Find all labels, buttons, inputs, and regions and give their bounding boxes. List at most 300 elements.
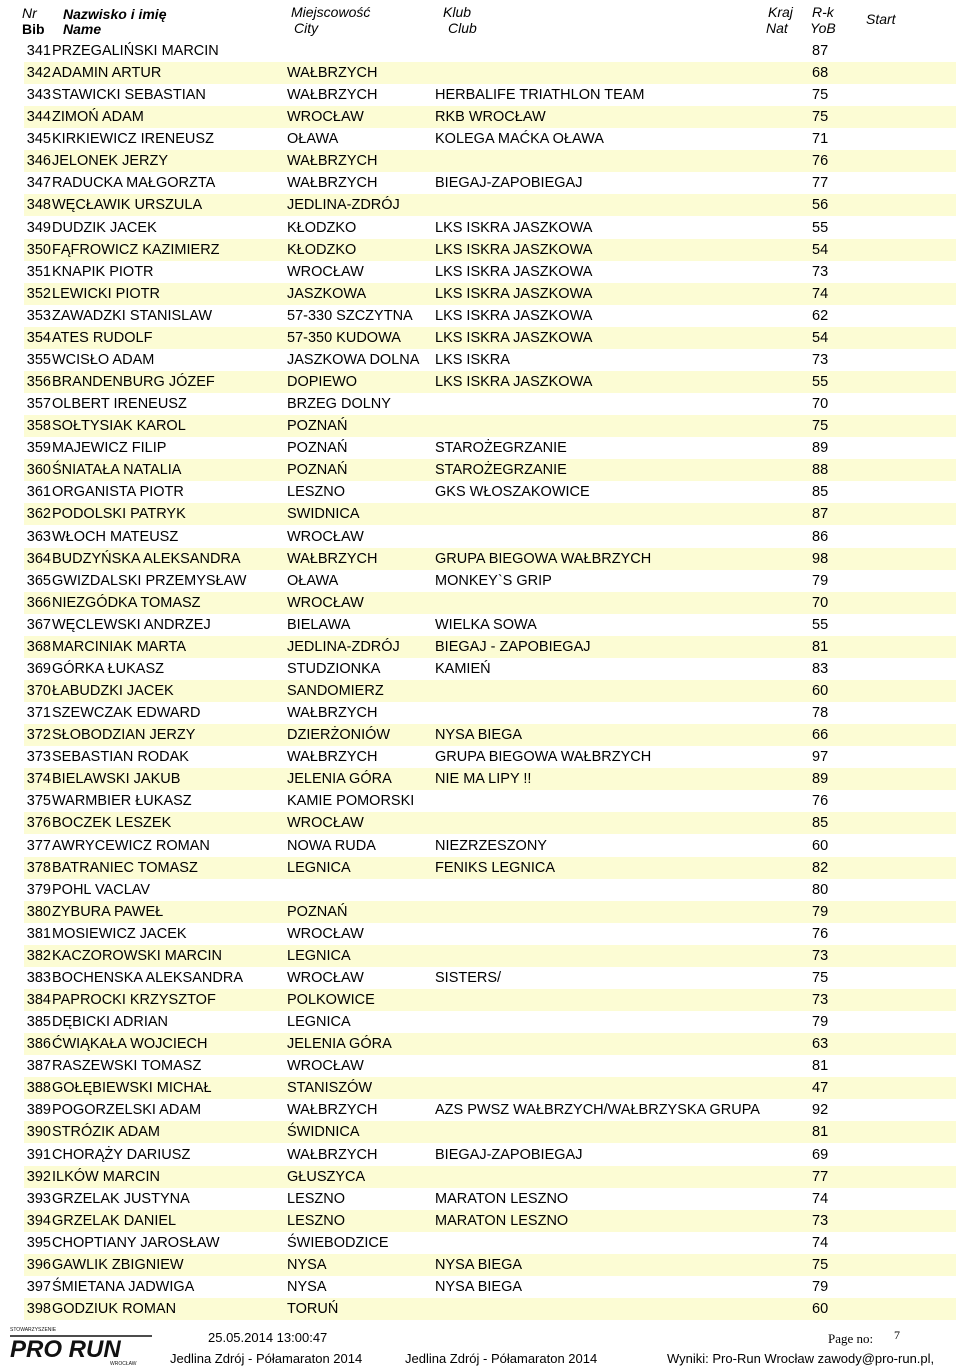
runner-name: MARCINIAK MARTA: [52, 638, 187, 655]
table-row: [24, 812, 956, 834]
runner-name: FĄFROWICZ KAZIMIERZ: [52, 241, 220, 258]
runner-club: MARATON LESZNO: [435, 1212, 569, 1229]
bib-number: 356: [26, 374, 51, 391]
bib-number: 342: [26, 65, 51, 82]
runner-city: JEDLINA-ZDRÓJ: [287, 197, 400, 214]
birth-year: 56: [812, 197, 829, 214]
runner-name: GODZIUK ROMAN: [52, 1300, 177, 1317]
runner-city: TORUŃ: [287, 1300, 339, 1317]
bib-number: 363: [26, 528, 51, 545]
print-timestamp: 25.05.2014 13:00:47: [208, 1330, 328, 1345]
runner-city: LEGNICA: [287, 859, 351, 876]
birth-year: 92: [812, 1102, 829, 1119]
bib-number: 368: [26, 638, 51, 655]
bib-number: 381: [26, 925, 51, 942]
birth-year: 74: [812, 285, 829, 302]
page-label: Page no:: [828, 1331, 874, 1346]
table-row: [24, 503, 956, 525]
birth-year: 75: [812, 109, 829, 126]
bib-number: 354: [26, 329, 51, 346]
header-club-en: Club: [448, 20, 477, 36]
table-row: [24, 1210, 956, 1232]
birth-year: 47: [812, 1080, 829, 1097]
bib-number: 372: [26, 727, 51, 744]
runner-city: LEGNICA: [287, 947, 351, 964]
header-club-pl: Klub: [443, 4, 472, 20]
runner-city: POZNAŃ: [287, 440, 348, 457]
bib-number: 374: [26, 771, 51, 788]
runner-name: RASZEWSKI TOMASZ: [52, 1058, 202, 1075]
birth-year: 74: [812, 1190, 829, 1207]
runner-club: FENIKS LEGNICA: [435, 859, 556, 876]
birth-year: 73: [812, 947, 829, 964]
runner-club: LKS ISKRA JASZKOWA: [435, 219, 593, 236]
header-name-en: Name: [63, 21, 102, 37]
runner-city: JELENIA GÓRA: [287, 1036, 392, 1053]
runner-club: GRUPA BIEGOWA WAŁBRZYCH: [435, 749, 652, 766]
runner-name: AWRYCEWICZ ROMAN: [52, 837, 210, 854]
runner-city: KŁODZKO: [287, 241, 357, 258]
birth-year: 87: [812, 43, 829, 59]
header-nat-pl: Kraj: [768, 4, 793, 20]
birth-year: 79: [812, 1014, 829, 1031]
birth-year: 70: [812, 594, 829, 611]
table-row: [24, 349, 956, 371]
birth-year: 79: [812, 572, 829, 589]
runner-city: STUDZIONKA: [287, 660, 381, 677]
bib-number: 390: [26, 1124, 51, 1141]
bib-number: 380: [26, 903, 51, 920]
bib-number: 386: [26, 1036, 51, 1053]
table-row: [24, 371, 956, 393]
runner-city: JELENIA GÓRA: [287, 771, 392, 788]
bib-number: 379: [26, 881, 51, 898]
bib-number: 389: [26, 1102, 51, 1119]
bib-number: 364: [26, 550, 51, 567]
birth-year: 82: [812, 859, 829, 876]
bib-number: 398: [26, 1300, 51, 1317]
runner-name: GWIZDALSKI PRZEMYSŁAW: [52, 572, 247, 589]
header-name-pl: Nazwisko i imię: [63, 6, 167, 22]
birth-year: 85: [812, 815, 829, 832]
bib-number: 352: [26, 285, 51, 302]
birth-year: 71: [812, 131, 829, 148]
header-city-en: City: [294, 20, 319, 36]
bib-number: 358: [26, 418, 51, 435]
runner-city: LESZNO: [287, 1190, 346, 1207]
birth-year: 75: [812, 969, 829, 986]
birth-year: 83: [812, 660, 829, 677]
runner-city: WAŁBRZYCH: [287, 1102, 378, 1119]
bib-number: 353: [26, 307, 51, 324]
runner-city: WAŁBRZYCH: [287, 705, 378, 722]
table-row: [24, 548, 956, 570]
table-row: [24, 84, 956, 106]
runner-city: WAŁBRZYCH: [287, 87, 378, 104]
bib-number: 365: [26, 572, 51, 589]
table-row: [24, 1121, 956, 1143]
bib-number: 360: [26, 462, 51, 479]
runner-club: BIEGAJ-ZAPOBIEGAJ: [435, 175, 583, 192]
birth-year: 98: [812, 550, 829, 567]
runner-club: HERBALIFE TRIATHLON TEAM: [435, 87, 645, 104]
runner-city: JASZKOWA DOLNA: [287, 351, 420, 368]
runner-name: KIRKIEWICZ IRENEUSZ: [52, 131, 214, 148]
runner-name: BIELAWSKI JAKUB: [52, 771, 181, 788]
bib-number: 383: [26, 969, 51, 986]
birth-year: 74: [812, 1234, 829, 1251]
runner-city: WAŁBRZYCH: [287, 65, 378, 82]
birth-year: 60: [812, 1300, 829, 1317]
bib-number: 341: [26, 43, 51, 59]
runner-name: GOŁĘBIEWSKI MICHAŁ: [52, 1080, 212, 1097]
bib-number: 394: [26, 1212, 51, 1229]
runner-club: LKS ISKRA JASZKOWA: [435, 374, 593, 391]
runner-city: POZNAŃ: [287, 418, 348, 435]
runner-name: KNAPIK PIOTR: [52, 263, 154, 280]
runner-name: BOCHENSKA ALEKSANDRA: [52, 969, 243, 986]
bib-number: 359: [26, 440, 51, 457]
page-footer: [0, 1318, 960, 1369]
bib-number: 361: [26, 484, 51, 501]
birth-year: 60: [812, 837, 829, 854]
runner-club: LKS ISKRA JASZKOWA: [435, 263, 593, 280]
birth-year: 55: [812, 616, 829, 633]
logo-sub-text: WROCŁAW: [110, 1361, 137, 1366]
table-row: [24, 305, 956, 327]
runner-name: WCISŁO ADAM: [52, 351, 155, 368]
runner-city: WAŁBRZYCH: [287, 1146, 378, 1163]
runner-city: WROCŁAW: [287, 815, 364, 832]
runner-name: ILKÓW MARCIN: [52, 1168, 160, 1185]
runner-name: GRZELAK DANIEL: [52, 1212, 177, 1229]
runner-city: JEDLINA-ZDRÓJ: [287, 638, 400, 655]
runner-name: ZYBURA PAWEŁ: [52, 903, 164, 920]
table-row: [24, 239, 956, 261]
table-row: [24, 415, 956, 437]
runner-name: OLBERT IRENEUSZ: [52, 396, 187, 413]
runner-name: DUDZIK JACEK: [52, 219, 157, 236]
runner-city: DZIERŻONIÓW: [287, 727, 391, 744]
header-nat-en: Nat: [766, 20, 788, 36]
runner-name: SOŁTYSIAK KAROL: [52, 418, 186, 435]
runner-name: CHOPTIANY JAROSŁAW: [52, 1234, 220, 1251]
bib-number: 350: [26, 241, 51, 258]
runner-city: LESZNO: [287, 1212, 346, 1229]
bib-number: 397: [26, 1278, 51, 1295]
runner-club: MONKEY`S GRIP: [435, 572, 552, 589]
birth-year: 73: [812, 1212, 829, 1229]
runner-name: SZEWCZAK EDWARD: [52, 705, 201, 722]
table-row: [24, 526, 956, 548]
runner-city: OŁAWA: [287, 572, 339, 589]
runner-city: DOPIEWO: [287, 374, 358, 391]
bib-number: 388: [26, 1080, 51, 1097]
runner-club: NYSA BIEGA: [435, 1278, 523, 1295]
runner-city: KŁODZKO: [287, 219, 357, 236]
runner-name: CHORĄŻY DARIUSZ: [52, 1146, 191, 1163]
runner-name: LEWICKI PIOTR: [52, 285, 160, 302]
birth-year: 89: [812, 440, 829, 457]
table-row: [24, 1033, 956, 1055]
runner-city: BIELAWA: [287, 616, 351, 633]
bib-number: 367: [26, 616, 51, 633]
birth-year: 81: [812, 1124, 829, 1141]
header-nr: Nr: [22, 5, 37, 21]
header-bib: Bib: [22, 21, 45, 37]
table-row: [24, 746, 956, 768]
table-row: [24, 106, 956, 128]
runner-name: BOCZEK LESZEK: [52, 815, 172, 832]
runner-name: MAJEWICZ FILIP: [52, 440, 167, 457]
runner-name: STRÓZIK ADAM: [52, 1124, 160, 1141]
table-row: [24, 768, 956, 790]
table-row: [24, 680, 956, 702]
page-number: 7: [894, 1328, 900, 1342]
bib-number: 373: [26, 749, 51, 766]
bib-number: 369: [26, 660, 51, 677]
birth-year: 75: [812, 418, 829, 435]
table-row: [24, 945, 956, 967]
runner-city: NOWA RUDA: [287, 837, 376, 854]
birth-year: 88: [812, 462, 829, 479]
bib-number: 371: [26, 705, 51, 722]
runner-club: MARATON LESZNO: [435, 1190, 569, 1207]
table-row: [24, 327, 956, 349]
birth-year: 76: [812, 153, 829, 170]
birth-year: 60: [812, 683, 829, 700]
runner-city: BRZEG DOLNY: [287, 396, 391, 413]
birth-year: 81: [812, 1058, 829, 1075]
runner-club: GRUPA BIEGOWA WAŁBRZYCH: [435, 550, 652, 567]
bib-number: 344: [26, 109, 51, 126]
runner-club: NYSA BIEGA: [435, 1256, 523, 1273]
runner-city: KAMIE POMORSKI: [287, 793, 415, 810]
table-row: [24, 1188, 956, 1210]
runner-name: JELONEK JERZY: [52, 153, 169, 170]
runner-city: WAŁBRZYCH: [287, 749, 378, 766]
runner-club: SISTERS/: [435, 969, 502, 986]
table-row: [24, 283, 956, 305]
table-row: [24, 1298, 956, 1320]
birth-year: 62: [812, 307, 829, 324]
table-row: [24, 658, 956, 680]
bib-number: 351: [26, 263, 51, 280]
runner-name: PAPROCKI KRZYSZTOF: [52, 992, 216, 1008]
birth-year: 86: [812, 528, 829, 545]
runner-name: ADAMIN ARTUR: [52, 65, 162, 82]
event-name-2: Jedlina Zdrój - Półamaraton 2014: [405, 1351, 598, 1366]
runner-city: POZNAŃ: [287, 462, 348, 479]
header-city-pl: Miejscowość: [291, 4, 371, 20]
table-row: [24, 592, 956, 614]
runner-city: LEGNICA: [287, 1014, 351, 1031]
runner-city: SANDOMIERZ: [287, 683, 384, 700]
table-row: [24, 923, 956, 945]
runner-name: SEBASTIAN RODAK: [52, 749, 189, 766]
runner-club: LKS ISKRA JASZKOWA: [435, 285, 593, 302]
runner-name: BATRANIEC TOMASZ: [52, 859, 198, 876]
runner-city: ŚWIDNICA: [287, 1124, 360, 1141]
bib-number: 366: [26, 594, 51, 611]
runner-city: OŁAWA: [287, 131, 339, 148]
runner-name: BRANDENBURG JÓZEF: [52, 374, 215, 391]
bib-number: 396: [26, 1256, 51, 1273]
runner-club: NYSA BIEGA: [435, 727, 523, 744]
runner-city: POZNAŃ: [287, 903, 348, 920]
birth-year: 85: [812, 484, 829, 501]
table-row: [24, 1011, 956, 1033]
runner-club: WIELKA SOWA: [435, 616, 537, 633]
bib-number: 370: [26, 683, 51, 700]
bib-number: 376: [26, 815, 51, 832]
runner-club: LKS ISKRA JASZKOWA: [435, 329, 593, 346]
runner-name: KACZOROWSKI MARCIN: [52, 947, 222, 964]
table-row: [24, 1276, 956, 1298]
bib-number: 391: [26, 1146, 51, 1163]
runner-city: WAŁBRZYCH: [287, 153, 378, 170]
header-yob-en: YoB: [810, 20, 836, 36]
table-row: [24, 217, 956, 239]
event-name-1: Jedlina Zdrój - Półamaraton 2014: [170, 1351, 363, 1366]
bib-number: 387: [26, 1058, 51, 1075]
birth-year: 73: [812, 351, 829, 368]
table-row: [24, 724, 956, 746]
birth-year: 55: [812, 219, 829, 236]
table-row: [24, 879, 956, 901]
table-row: [24, 702, 956, 724]
table-row: [24, 393, 956, 415]
runner-name: WARMBIER ŁUKASZ: [52, 793, 192, 810]
bib-number: 378: [26, 859, 51, 876]
runner-city: GŁUSZYCA: [287, 1168, 366, 1185]
runner-city: WROCŁAW: [287, 1058, 364, 1075]
runner-name: WĘCLEWSKI ANDRZEJ: [52, 616, 211, 633]
bib-number: 375: [26, 793, 51, 810]
runner-club: LKS ISKRA JASZKOWA: [435, 307, 593, 324]
runner-city: POLKOWICE: [287, 992, 375, 1008]
runner-city: 57-350 KUDOWA: [287, 329, 401, 346]
runner-name: STAWICKI SEBASTIAN: [52, 87, 206, 104]
runner-name: PRZEGALIŃSKI MARCIN: [52, 43, 219, 59]
runner-club: STAROŻEGRZANIE: [435, 462, 567, 479]
birth-year: 54: [812, 241, 829, 258]
runner-name: WĘCŁAWIK URSZULA: [52, 197, 203, 214]
runner-name: WŁOCH MATEUSZ: [52, 528, 179, 545]
runner-name: ATES RUDOLF: [52, 329, 153, 346]
runner-name: ŁABUDZKI JACEK: [52, 683, 174, 700]
runner-city: WROCŁAW: [287, 925, 364, 942]
runner-city: 57-330 SZCZYTNA: [287, 307, 413, 324]
runner-name: POGORZELSKI ADAM: [52, 1102, 202, 1119]
bib-number: 346: [26, 153, 51, 170]
birth-year: 68: [812, 65, 829, 82]
bib-number: 345: [26, 131, 51, 148]
birth-year: 81: [812, 638, 829, 655]
bib-number: 357: [26, 396, 51, 413]
birth-year: 55: [812, 374, 829, 391]
bib-number: 384: [26, 992, 51, 1008]
runner-club: STAROŻEGRZANIE: [435, 440, 567, 457]
table-row: [24, 1254, 956, 1276]
runner-club: RKB WROCŁAW: [435, 109, 546, 126]
birth-year: 63: [812, 1036, 829, 1053]
birth-year: 73: [812, 992, 829, 1008]
runner-city: LESZNO: [287, 484, 346, 501]
runner-city: WAŁBRZYCH: [287, 550, 378, 567]
birth-year: 66: [812, 727, 829, 744]
table-row: [24, 128, 956, 150]
table-row: [24, 40, 956, 62]
table-row: [24, 835, 956, 857]
birth-year: 87: [812, 506, 829, 523]
table-header: [0, 0, 960, 40]
runner-city: WAŁBRZYCH: [287, 175, 378, 192]
birth-year: 76: [812, 793, 829, 810]
table-row: [24, 1166, 956, 1188]
bib-number: 348: [26, 197, 51, 214]
birth-year: 97: [812, 749, 829, 766]
runner-name: GÓRKA ŁUKASZ: [52, 660, 165, 677]
bib-number: 392: [26, 1168, 51, 1185]
table-row: [24, 790, 956, 812]
runner-name: GRZELAK JUSTYNA: [52, 1190, 190, 1207]
table-row: [24, 614, 956, 636]
bib-number: 349: [26, 219, 51, 236]
runner-name: MOSIEWICZ JACEK: [52, 925, 187, 942]
runner-club: LKS ISKRA JASZKOWA: [435, 241, 593, 258]
bib-number: 377: [26, 837, 51, 854]
runner-name: ORGANISTA PIOTR: [52, 484, 184, 501]
runner-city: WROCŁAW: [287, 109, 364, 126]
runner-name: ZAWADZKI STANISLAW: [52, 307, 213, 324]
runner-name: ŚNIATAŁA NATALIA: [52, 462, 182, 479]
birth-year: 69: [812, 1146, 829, 1163]
runner-city: STANISZÓW: [287, 1080, 373, 1097]
runner-club: LKS ISKRA: [435, 351, 510, 368]
birth-year: 78: [812, 705, 829, 722]
runner-name: ZIMOŃ ADAM: [52, 109, 144, 126]
table-row: [24, 172, 956, 194]
birth-year: 80: [812, 881, 829, 898]
runner-name: SŁOBODZIAN JERZY: [52, 727, 196, 744]
bib-number: 355: [26, 351, 51, 368]
table-row: [24, 1144, 956, 1166]
runner-club: BIEGAJ - ZAPOBIEGAJ: [435, 638, 591, 655]
runner-name: NIEZGÓDKA TOMASZ: [52, 594, 201, 611]
table-row: [24, 194, 956, 216]
birth-year: 70: [812, 396, 829, 413]
table-row: [24, 459, 956, 481]
birth-year: 77: [812, 175, 829, 192]
runner-city: JASZKOWA: [287, 285, 367, 302]
table-row: [24, 636, 956, 658]
runner-city: NYSA: [287, 1278, 327, 1295]
table-row: [24, 570, 956, 592]
table-row: [24, 437, 956, 459]
table-row: [24, 62, 956, 84]
runner-city: SWIDNICA: [287, 506, 360, 523]
runner-name: ĆWIĄKAŁA WOJCIECH: [52, 1036, 208, 1053]
runner-city: WROCŁAW: [287, 263, 364, 280]
runner-name: BUDZYŃSKA ALEKSANDRA: [52, 550, 241, 567]
logo-main-text: PRO RUN: [10, 1336, 121, 1363]
birth-year: 89: [812, 771, 829, 788]
runner-club: NIEZRZESZONY: [435, 837, 547, 854]
birth-year: 79: [812, 1278, 829, 1295]
birth-year: 54: [812, 329, 829, 346]
birth-year: 73: [812, 263, 829, 280]
